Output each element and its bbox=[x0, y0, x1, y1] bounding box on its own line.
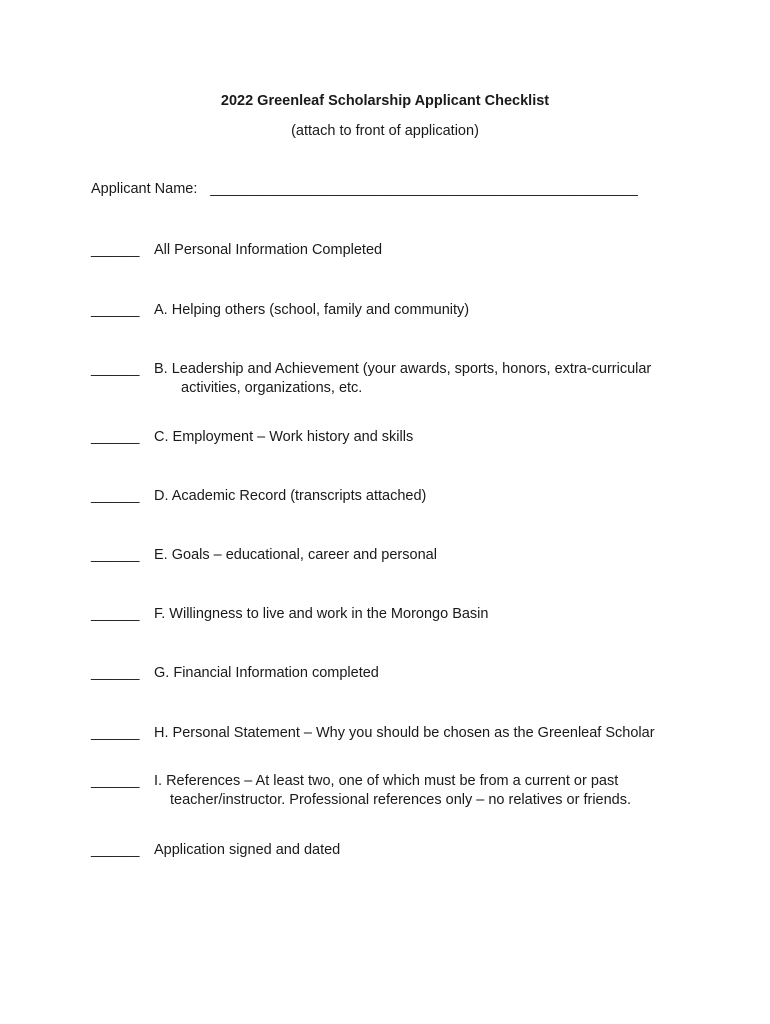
check-blank: ______ bbox=[91, 302, 140, 318]
checklist-item-text-block bbox=[154, 360, 651, 398]
applicant-name-label: Applicant Name: bbox=[91, 181, 198, 197]
check-blank: ______ bbox=[91, 773, 140, 789]
check-blank: ______ bbox=[91, 242, 140, 258]
checklist-item-a bbox=[91, 301, 469, 320]
checklist-item-text: A. Helping others (school, family and community) bbox=[154, 302, 470, 318]
checklist-item-text: E. Goals – educational, career and personal bbox=[154, 547, 437, 563]
check-blank: ______ bbox=[91, 547, 140, 563]
checklist-item-b bbox=[91, 360, 651, 398]
check-blank: ______ bbox=[91, 606, 140, 622]
checklist-item-g bbox=[91, 664, 379, 683]
checklist-item-text-block bbox=[154, 772, 631, 810]
checklist-item-text: Application signed and dated bbox=[154, 842, 341, 858]
checklist-item-h bbox=[91, 724, 655, 743]
checklist-item-text: G. Financial Information completed bbox=[154, 665, 379, 681]
checklist-item-continuation: activities, organizations, etc. bbox=[181, 380, 363, 396]
checklist-item-text: F. Willingness to live and work in the Morongo Basin bbox=[154, 606, 489, 622]
checklist-item-c bbox=[91, 428, 413, 447]
checklist-item-d bbox=[91, 487, 426, 506]
checklist-item-text: C. Employment – Work history and skills bbox=[154, 429, 414, 445]
checklist-item-text: B. Leadership and Achievement (your awards, sports, honors, extra-curricular bbox=[154, 361, 652, 377]
page-subtitle: (attach to front of application) bbox=[291, 123, 479, 139]
checklist-item-continuation: teacher/instructor. Professional references only – no relatives or friends. bbox=[170, 792, 632, 808]
checklist-item-f bbox=[91, 605, 488, 624]
checklist-item-text: D. Academic Record (transcripts attached) bbox=[154, 488, 427, 504]
check-blank: ______ bbox=[91, 361, 140, 377]
page-title: 2022 Greenleaf Scholarship Applicant Checklist bbox=[220, 93, 550, 109]
applicant-name-row bbox=[91, 181, 638, 197]
checklist-item-personal-info bbox=[91, 241, 382, 260]
checklist-item-signed bbox=[91, 841, 340, 860]
check-blank: ______ bbox=[91, 429, 140, 445]
check-blank: ______ bbox=[91, 725, 140, 741]
checklist-item-e bbox=[91, 546, 437, 565]
check-blank: ______ bbox=[91, 488, 140, 504]
checklist-item-i bbox=[91, 772, 631, 810]
checklist-item-text: I. References – At least two, one of which must be from a current or past bbox=[154, 773, 619, 789]
check-blank: ______ bbox=[91, 842, 140, 858]
check-blank: ______ bbox=[91, 665, 140, 681]
checklist-item-text: H. Personal Statement – Why you should be chosen as the Greenleaf Scholar bbox=[154, 725, 655, 741]
checklist-item-text: All Personal Information Completed bbox=[154, 242, 383, 258]
applicant-name-line: _____________________________________________________ bbox=[210, 181, 638, 197]
